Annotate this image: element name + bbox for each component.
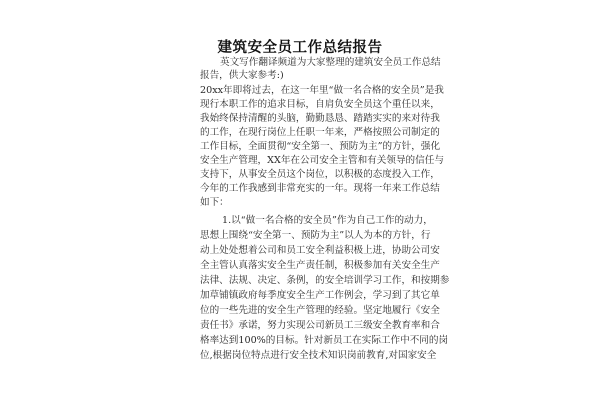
body-line: 动上处处想着公司和员工安全利益积极上进，协助公司安 bbox=[200, 245, 440, 256]
body-line: 20xx年即将过去，在这一年里“做一名合格的安全员”是我 bbox=[200, 85, 444, 96]
body-line: 责任书》承诺，努力实现公司新员工三级安全教育率和合 bbox=[200, 320, 440, 331]
body-line: 位的一些先进的安全生产管理的经验。坚定地履行《安全 bbox=[200, 305, 440, 316]
body-line: 报告，供大家参考:) bbox=[200, 70, 284, 81]
body-line: 法律、法规、决定、条例，的安全培训学习工作，和按期参 bbox=[200, 275, 450, 286]
body-line: 英文写作翻译频道为大家整理的建筑安全员工作总结 bbox=[220, 57, 441, 68]
body-line: 1.以“做一名合格的安全员”作为自己工作的动力， bbox=[222, 215, 433, 226]
body-line: 全主管认真落实安全生产责任制，积极参加有关安全生产 bbox=[200, 260, 440, 271]
body-line: 我始终保持清醒的头脑，勤勤恳恳、踏踏实实的来对待我 bbox=[200, 113, 440, 124]
body-line: 的工作，在现行岗位上任职一年来，严格按照公司制定的 bbox=[200, 127, 440, 138]
body-line: 今年的工作我感到非常充实的一年。现将一年来工作总结 bbox=[200, 183, 440, 194]
body-line: 现行本职工作的追求目标，自肩负安全员这个重任以来， bbox=[200, 99, 440, 110]
body-line: 如下： bbox=[200, 197, 229, 208]
body-line: 支持下，从事安全员这个岗位，以积极的态度投入工作， bbox=[200, 169, 440, 180]
body-line: 格率达到100%的目标。针对新员工在实际工作中不同的岗 bbox=[200, 335, 449, 346]
body-line: 思想上围绕“安全第一、预防为主”以人为本的方针，行 bbox=[200, 230, 431, 241]
document-title: 建筑安全员工作总结报告 bbox=[217, 39, 383, 56]
body-line: 加草铺镇政府每季度安全生产工作例会，学习到了其它单 bbox=[200, 290, 440, 301]
body-line: 位,根据岗位特点进行安全技术知识岗前教育,对国家安全 bbox=[200, 350, 437, 361]
body-line: 安全生产管理，XX年在公司安全主管和有关领导的信任与 bbox=[200, 155, 444, 166]
body-line: 工作目标，全面贯彻“安全第一、预防为主”的方针，强化 bbox=[200, 141, 441, 152]
